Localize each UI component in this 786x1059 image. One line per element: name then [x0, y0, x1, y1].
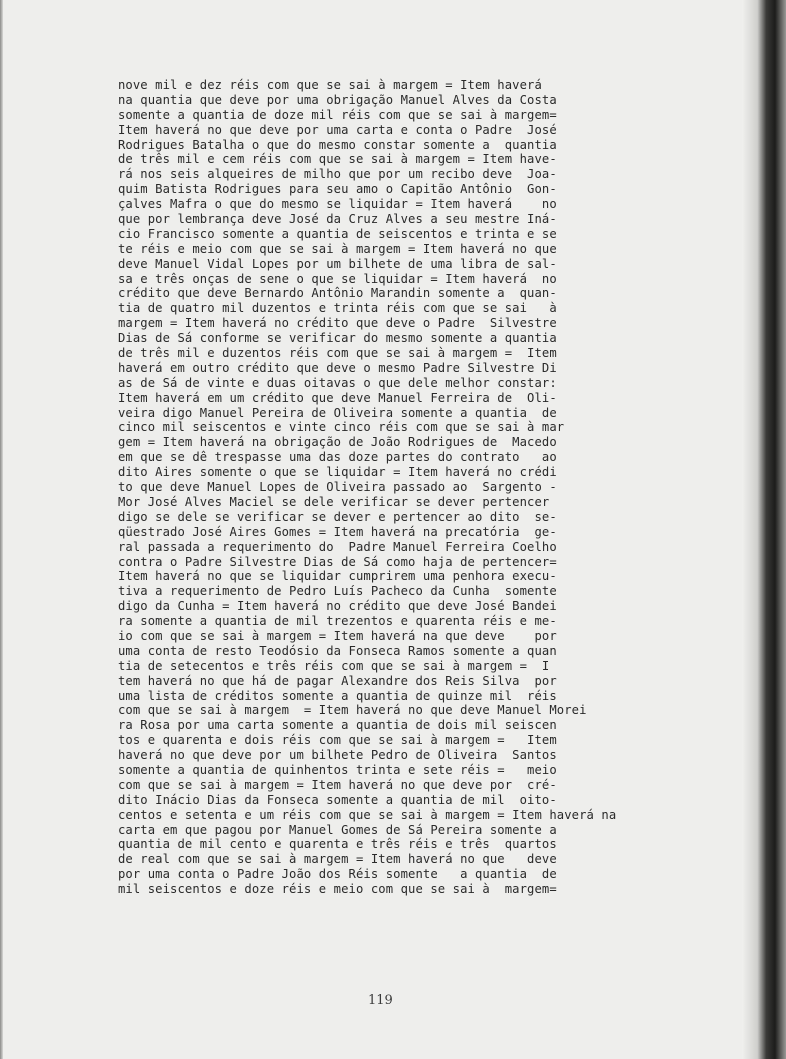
text-line: qüestrado José Aires Gomes = Item haverá na precatória ge-: [118, 524, 557, 539]
text-line: Item haverá no que deve por uma carta e conta o Padre José: [118, 122, 557, 137]
page-binding-shadow: [742, 0, 786, 1059]
text-line: çalves Mafra o que do mesmo se liquidar = Item haverá no: [118, 197, 557, 212]
text-line: gem = Item haverá na obrigação de João Rodrigues de Macedo: [118, 435, 557, 450]
text-line: cio Francisco somente a quantia de seiscentos e trinta e se: [118, 226, 557, 241]
text-line: por uma conta o Padre João dos Réis somente a quantia de: [118, 867, 557, 882]
text-line: contra o Padre Silvestre Dias de Sá como haja de pertencer=: [118, 554, 557, 569]
text-line: de três mil e cem réis com que se sai à margem = Item have-: [118, 152, 557, 167]
text-line: quantia de mil cento e quarenta e três réis e três quartos: [118, 837, 557, 852]
text-line: dito Aires somente o que se liquidar = Item haverá no crédi: [118, 465, 557, 480]
text-line: haverá em outro crédito que deve o mesmo Padre Silvestre Di: [118, 360, 557, 375]
text-line: somente a quantia de doze mil réis com que se sai à margem=: [118, 107, 557, 122]
text-line: tia de quatro mil duzentos e trinta réis com que se sai à: [118, 301, 557, 316]
text-line: digo se dele se verificar se dever e pertencer ao dito se-: [118, 509, 557, 524]
text-line: tem haverá no que há de pagar Alexandre dos Reis Silva por: [118, 673, 557, 688]
text-line: que por lembrança deve José da Cruz Alves a seu mestre Iná-: [118, 212, 557, 227]
text-line: ral passada a requerimento do Padre Manuel Ferreira Coelho: [118, 539, 557, 554]
text-line: na quantia que deve por uma obrigação Manuel Alves da Costa: [118, 92, 557, 107]
text-line: Dias de Sá conforme se verificar do mesmo somente a quantia: [118, 331, 557, 346]
text-line: ra somente a quantia de mil trezentos e quarenta réis e me-: [118, 614, 557, 629]
text-line: tia de setecentos e três réis com que se sai à margem = I: [118, 658, 550, 673]
text-line: dito Inácio Dias da Fonseca somente a quantia de mil oito-: [118, 792, 557, 807]
text-line: em que se dê trespasse uma das doze partes do contrato ao: [118, 450, 557, 465]
text-line: Item haverá em um crédito que deve Manuel Ferreira de Oli-: [118, 390, 557, 405]
text-line: te réis e meio com que se sai à margem = Item haverá no que: [118, 241, 557, 256]
text-line: uma lista de créditos somente a quantia de quinze mil réis: [118, 688, 557, 703]
text-line: digo da Cunha = Item haverá no crédito que deve José Bandei: [118, 599, 557, 614]
text-line: somente a quantia de quinhentos trinta e sete réis = meio: [118, 762, 557, 777]
text-line: mil seiscentos e doze réis e meio com que se sai à margem=: [118, 882, 557, 897]
body-text: [118, 78, 648, 897]
text-line: Rodrigues Batalha o que do mesmo constar somente a quantia: [118, 137, 557, 152]
text-line: Item haverá no que se liquidar cumprirem uma penhora execu-: [118, 569, 557, 584]
text-line: de real com que se sai à margem = Item haverá no que deve: [118, 852, 557, 867]
text-line: tos e quarenta e dois réis com que se sai à margem = Item: [118, 733, 557, 748]
text-line: Mor José Alves Maciel se dele verificar se dever pertencer: [118, 494, 550, 509]
text-line: de três mil e duzentos réis com que se sai à margem = Item: [118, 346, 557, 361]
text-line: quim Batista Rodrigues para seu amo o Capitão Antônio Gon-: [118, 182, 557, 197]
text-line: deve Manuel Vidal Lopes por um bilhete de uma libra de sal-: [118, 256, 557, 271]
text-line: carta em que pagou por Manuel Gomes de Sá Pereira somente a: [118, 822, 557, 837]
text-line: io com que se sai à margem = Item haverá na que deve por: [118, 628, 557, 643]
text-line: rá nos seis alqueires de milho que por um recibo deve Joa-: [118, 167, 557, 182]
text-line: ra Rosa por uma carta somente a quantia de dois mil seiscen: [118, 718, 557, 733]
text-line: sa e três onças de sene o que se liquidar = Item haverá no: [118, 271, 557, 286]
text-line: crédito que deve Bernardo Antônio Marandin somente a quan-: [118, 286, 557, 301]
page-number: 119: [368, 993, 393, 1008]
text-line: com que se sai à margem = Item haverá no que deve por cré-: [118, 777, 557, 792]
text-line: haverá no que deve por um bilhete Pedro de Oliveira Santos: [118, 748, 557, 763]
text-line: nove mil e dez réis com que se sai à margem = Item haverá: [118, 78, 542, 92]
text-line: margem = Item haverá no crédito que deve o Padre Silvestre: [118, 316, 557, 331]
text-line: tiva a requerimento de Pedro Luís Pacheco da Cunha somente: [118, 584, 557, 599]
page-left-edge: [0, 0, 3, 1059]
text-line: com que se sai à margem = Item haverá no que deve Manuel Morei: [118, 703, 587, 718]
text-line: centos e setenta e um réis com que se sai à margem = Item haverá na: [118, 807, 617, 822]
text-line: as de Sá de vinte e duas oitavas o que dele melhor constar:: [118, 375, 557, 390]
text-line: to que deve Manuel Lopes de Oliveira passado ao Sargento -: [118, 480, 557, 495]
text-line: veira digo Manuel Pereira de Oliveira somente a quantia de: [118, 405, 557, 420]
text-line: cinco mil seiscentos e vinte cinco réis com que se sai à mar: [118, 420, 565, 435]
text-line: uma conta de resto Teodósio da Fonseca Ramos somente a quan: [118, 643, 557, 658]
